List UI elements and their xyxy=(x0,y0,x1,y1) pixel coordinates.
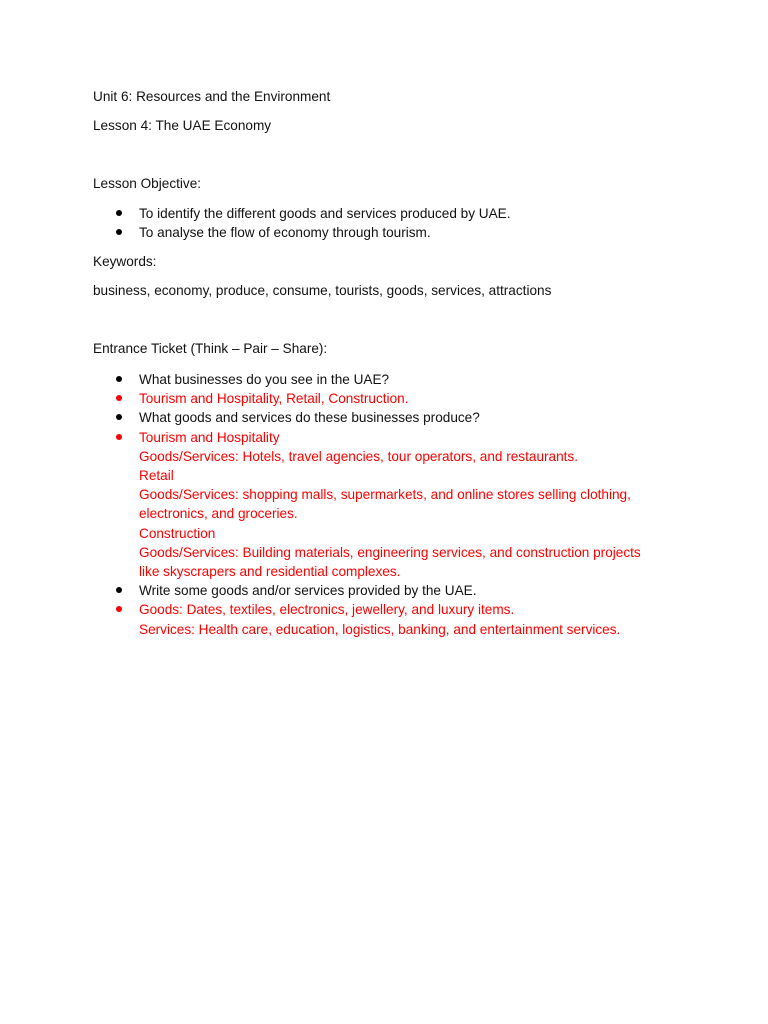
question-item: What goods and services do these businesses produce? xyxy=(116,408,641,427)
answer-item: Tourism and Hospitality, Retail, Construction. xyxy=(116,389,641,408)
answer-item: Goods: Dates, textiles, electronics, jewellery, and luxury items. Services: Health care, education, logistics, banking, and entertainment services. xyxy=(116,600,641,638)
entrance-list xyxy=(116,370,641,639)
question-item: What businesses do you see in the UAE? xyxy=(116,370,641,389)
bullet-icon xyxy=(116,395,122,401)
question-item: Write some goods and/or services provided by the UAE. xyxy=(116,581,641,600)
keywords-heading: Keywords: xyxy=(93,254,157,269)
objective-heading: Lesson Objective: xyxy=(93,176,202,191)
bullet-icon xyxy=(116,606,122,612)
keywords-text: business, economy, produce, consume, tourists, goods, services, attractions xyxy=(93,283,552,298)
bullet-icon xyxy=(116,587,122,593)
objective-item: To identify the different goods and services produced by UAE. xyxy=(116,204,511,223)
bullet-icon xyxy=(116,414,122,420)
bullet-icon xyxy=(116,210,122,216)
bullet-icon xyxy=(116,376,122,382)
objectives-list xyxy=(116,204,511,242)
bullet-icon xyxy=(116,434,122,440)
answer-item: Tourism and Hospitality Goods/Services: Hotels, travel agencies, tour operators, and restaurants. Retail Goods/Services: shopping malls, supermarkets, and online stores selling clothing, electronics, and groceries. Construction Goods/Services: Building materials, engineering services, and construction projects like skyscrapers and residential complexes. xyxy=(116,428,641,582)
entrance-heading: Entrance Ticket (Think – Pair – Share): xyxy=(93,341,328,356)
objective-item: To analyse the flow of economy through tourism. xyxy=(116,223,511,242)
bullet-icon xyxy=(116,229,122,235)
lesson-title: Lesson 4: The UAE Economy xyxy=(93,118,272,133)
unit-title: Unit 6: Resources and the Environment xyxy=(93,89,331,104)
